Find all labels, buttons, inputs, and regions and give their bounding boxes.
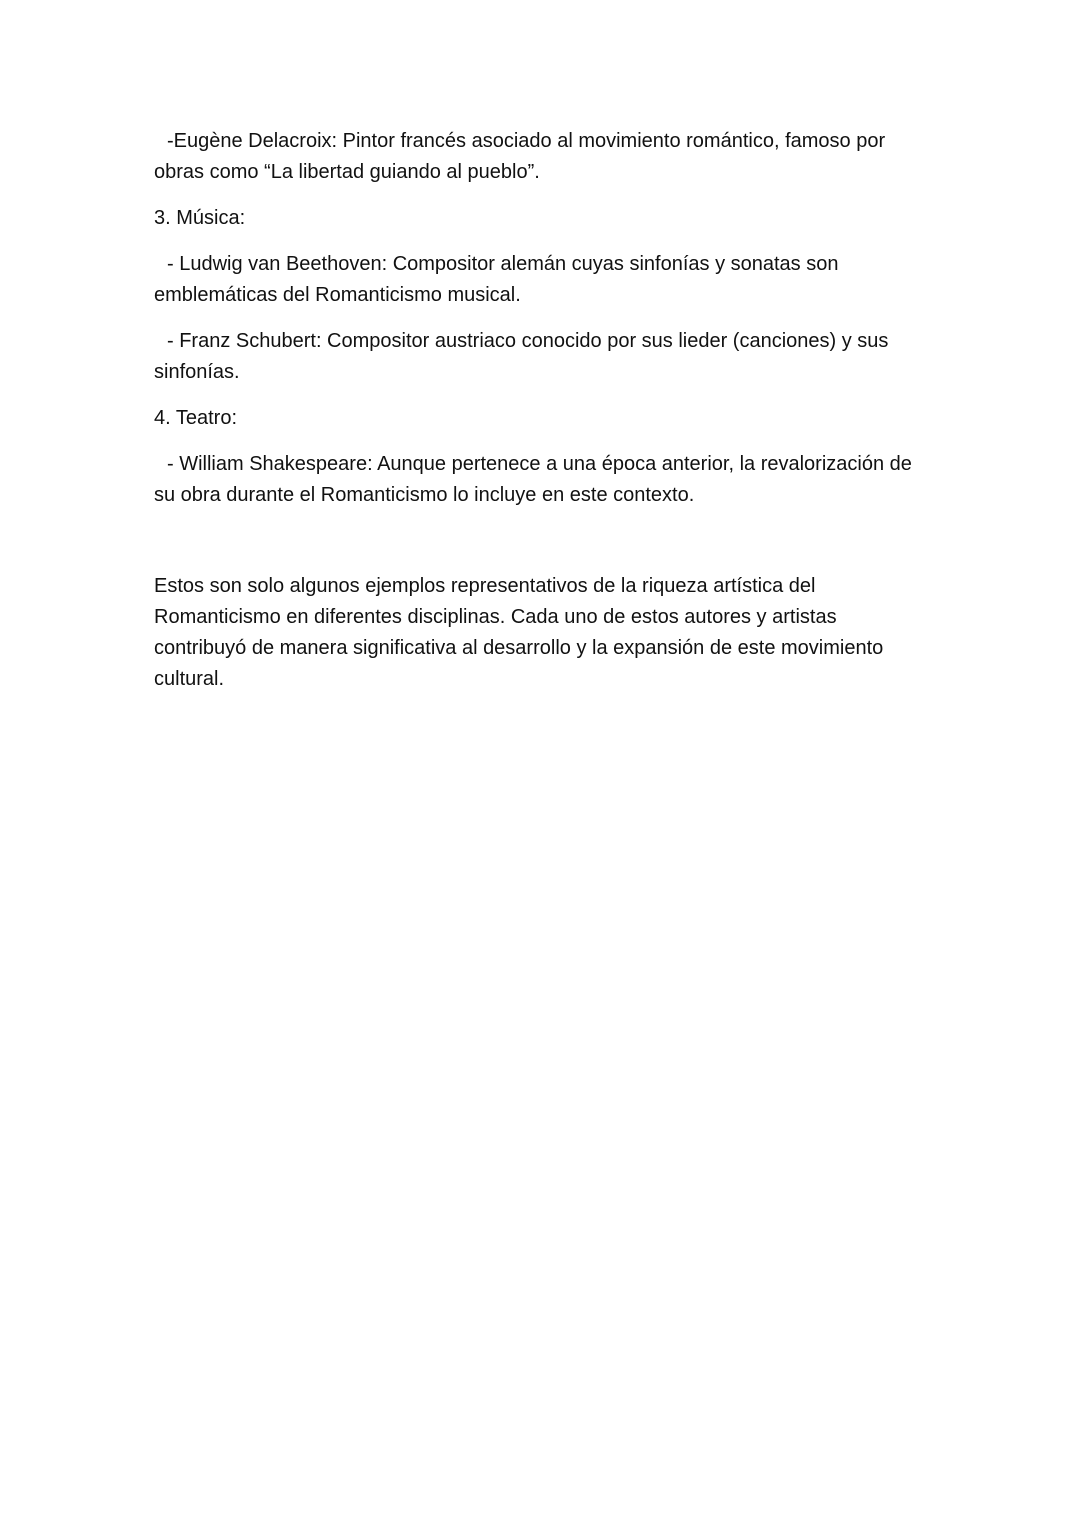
paragraph-delacroix-text: -Eugène Delacroix: Pintor francés asociado al movimiento romántico, famoso por obras como “La libertad guiando al pueblo”. xyxy=(154,130,886,183)
paragraph-conclusion: Estos son solo algunos ejemplos representativos de la riqueza artística del Romanticismo en diferentes disciplinas. Cada uno de estos autores y artistas contribuyó de manera significativa al desarrollo y la expansión de este movimiento cultural. xyxy=(154,575,884,690)
paragraph-spacer xyxy=(154,526,934,571)
document-body xyxy=(154,126,934,710)
paragraph-beethoven-text: - Ludwig van Beethoven: Compositor alemán cuyas sinfonías y sonatas son emblemáticas del Romanticismo musical. xyxy=(154,253,839,306)
paragraph-shakespeare-text: - William Shakespeare: Aunque pertenece a una época anterior, la revalorización de su obra durante el Romanticismo lo incluye en este contexto. xyxy=(154,453,912,506)
paragraph-beethoven xyxy=(154,249,934,311)
paragraph-schubert xyxy=(154,326,934,388)
paragraph-delacroix xyxy=(154,126,934,188)
paragraph-shakespeare xyxy=(154,449,934,511)
heading-teatro: 4. Teatro: xyxy=(154,407,238,429)
paragraph-schubert-text: - Franz Schubert: Compositor austriaco conocido por sus lieder (canciones) y sus sinfonías. xyxy=(154,330,889,383)
heading-musica: 3. Música: xyxy=(154,207,246,229)
